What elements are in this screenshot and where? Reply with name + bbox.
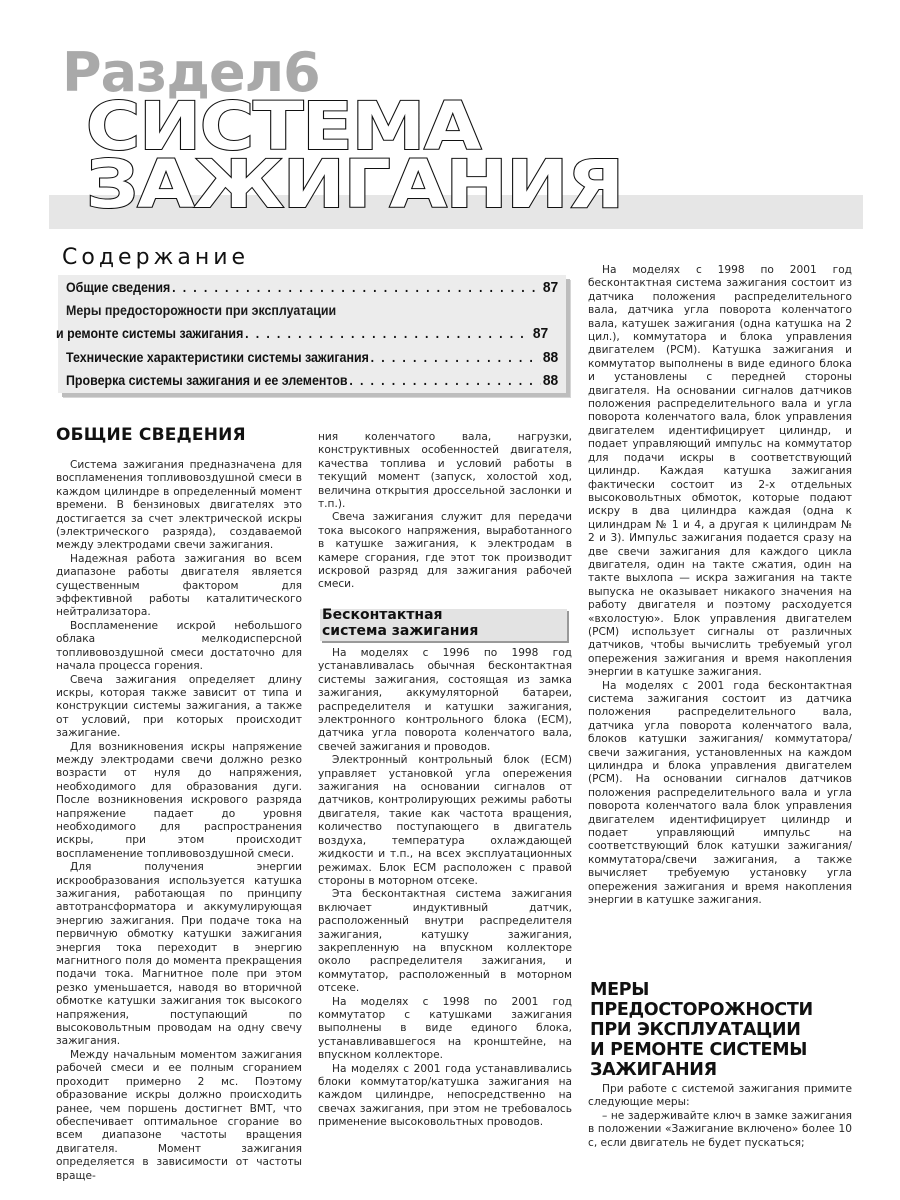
column-2-text [318,647,572,1130]
table-of-contents [58,275,566,393]
toc-leader-dots [371,350,541,365]
section-heading-safety [590,980,813,1080]
toc-heading: Содержание [62,245,250,270]
paragraph: Воспламенение искрой небольшого облака мелкодисперсной топливовоздушной смеси достаточно для начала процесса горения. [56,619,302,673]
toc-entry-title: Проверка системы зажигания и ее элементов [66,373,348,388]
toc-entry-title: и ремонте системы зажигания [56,326,244,341]
toc-entry-title: Технические характеристики системы зажигания [66,350,369,365]
subsection-heading-line-2: система зажигания [322,623,479,639]
toc-entry-page: 88 [542,349,559,366]
paragraph: При работе с системой зажигания примите следующие меры: [588,1083,852,1109]
toc-entry-title: Общие сведения [66,280,171,295]
subsection-heading-line-1: Бесконтактная [322,607,443,623]
toc-entry-page: 87 [532,325,549,342]
paragraph: Свеча зажигания определяет длину искры, которая также зависит от типа и конструкции системы зажигания, а также от условий, при которых происходит зажигание. [56,673,302,740]
chapter-title-line-2: ЗАЖИГАНИЯ [86,146,623,223]
paragraph: На моделях с 2001 года устанавливались блоки коммутатор/катушка зажигания на каждом цилиндре, непосредственно на свечах зажигания, при этом не требовалось применение высоковольтных проводов. [318,1062,572,1129]
heading-line: ПРЕДОСТОРОЖНОСТИ [590,1000,813,1020]
chapter-title [86,88,623,223]
paragraph: Между начальным моментом зажигания рабочей смеси и ее полным сгоранием проходит примерно 2 мс. Поэтому образование искры должно происходить ранее, чем поршень достигнет ВМТ, что обеспечивает оптимальное сгорание во всем диапазоне частоты вращения двигателя. Момент зажигания определяется в зависимости от частоты враще- [56,1048,302,1182]
paragraph: Эта бесконтактная система зажигания включает индуктивный датчик, расположенный внутри распределителя зажигания, катушку зажигания, закрепленную на впускном коллекторе около распределителя зажигания, и коммутатор, расположенный в моторном отсеке. [318,888,572,995]
chapter-title-line-1: СИСТЕМА [86,88,481,165]
column-2-continuation [318,431,572,592]
paragraph: Для возникновения искры напряжение между электродами свечи должно резко возрасти от нуля до напряжения, необходимого для образования дуги. После возникновения искрового разряда напряжение падает до уровня необходимого для распространения искры, при этом происходит воспламенение топливовоздушной смеси. [56,740,302,860]
paragraph: Надежная работа зажигания во всем диапазоне работы двигателя является существенным фактором для эффективной работы каталитического нейтрализатора. [56,552,302,619]
paragraph: На моделях с 1996 по 1998 год устанавливалась обычная бесконтактная системы зажигания, состоящая из замка зажигания, аккумуляторной батареи, распределителя и катушки зажигания, электронного контрольного блока (ECM), датчика угла поворота коленчатого вала, свечей зажигания и проводов. [318,647,572,753]
section-heading-general: ОБЩИЕ СВЕДЕНИЯ [56,425,246,445]
heading-line: ПРИ ЭКСПЛУАТАЦИИ [590,1020,801,1040]
column-3-text [588,264,852,908]
paragraph: ния коленчатого вала, нагрузки, конструктивных особенностей двигателя, качества топлива и условий работы в текущий момент (запуск, холостой ход, величина открытия дроссельной заслонки и т.п.). [318,431,572,511]
paragraph: На моделях с 1998 по 2001 год коммутатор с катушками зажигания выполнены в виде единого блока, устанавливавшегося на кронштейне, на впускном коллекторе. [318,995,572,1062]
toc-leader-dots [245,326,531,341]
paragraph: Свеча зажигания служит для передачи тока высокого напряжения, выработанного в катушке зажигания, к электродам в камере сгорания, где этот ток производит искровой разряд для зажигания рабочей смеси. [318,511,572,591]
toc-entry-page: 87 [542,279,559,296]
heading-line: ЗАЖИГАНИЯ [590,1060,717,1080]
toc-leader-dots [349,373,541,388]
toc-entry[interactable] [66,279,558,296]
heading-line: И РЕМОНТЕ СИСТЕМЫ [590,1040,808,1060]
heading-line: МЕРЫ [590,980,650,1000]
subsection-heading-contactless [322,607,478,639]
paragraph: Электронный контрольный блок (ECM) управляет установкой угла опережения зажигания на основании сигналов от датчиков, контролирующих режимы работы двигателя, такие как частота вращения, количество поступающего в двигатель воздуха, температура охлаждающей жидкости и т.п., на всех эксплуатационных режимах. Блок ECM расположен с правой стороны в моторном отсеке. [318,754,572,887]
list-item: – не задерживайте ключ в замке зажигания в положении «Зажигание включено» более 10 с, если двигатель не будет пускаться; [588,1109,852,1149]
column-1-text [56,459,302,1183]
paragraph: Для получения энергии искрообразования используется катушка зажигания, работающая по принципу автотрансформатора и аккумулирующая энергию зажигания. При подаче тока на первичную обмотку катушки зажигания энергия тока переходит в энергию магнитного поля до момента прекращения подачи тока. Магнитное поле при этом резко уменьшается, наводя во вторичной обмотке катушки зажигания ток высокого напряжения, поступающий по высоковольтным проводам на одну свечу зажигания. [56,861,302,1048]
section-number-label: Раздел6 [62,41,320,104]
toc-entry[interactable] [66,349,558,366]
paragraph: На моделях с 1998 по 2001 год бесконтактная система зажигания состоит из датчика положения распределительного вала, датчика угла поворота коленчатого вала, катушек зажигания (одна катушка на 2 цил.), коммутатора и блока управления двигателем (PCM). Катушка зажигания и коммутатор выполнены в виде единого блока и установлены с передней стороны двигателя. На основании сигналов датчиков положения распределительного вала и угла поворота коленчатого вала, блок управления двигателем идентифицирует цилиндр, и подает управляющий импульс на коммутатор для подачи искры в соответствующий цилиндр. Каждая катушка зажигания фактически состоит из 2-х отдельных высоковольтных обмоток, которые подают искру в два цилиндра каждая (одна к цилиндрам № 1 и 4, а другая к цилиндрам № 2 и 3). Импульс зажигания подается сразу на две свечи зажигания для каждого цикла двигателя, один на такте сжатия, один на такте выхлопа — искра зажигания на такте выпуска не оказывает никакого значения на работу двигателя и поэтому расходуется «вхолостую». Блок управления двигателем (PCM) использует сигналы от различных датчиков, чтобы вычислить требуемый угол опережения зажигания и время накопления энергии в катушке зажигания. [588,264,852,679]
toc-leader-dots [172,280,541,295]
toc-entry-page: 88 [542,372,559,389]
toc-entry[interactable] [56,325,548,342]
paragraph: Система зажигания предназначена для воспламенения топливовоздушной смеси в каждом цилиндре в определенный момент времени. В бензиновых двигателях это достигается за счет электрической искры (электрического разряда), создаваемой между электродами свечи зажигания. [56,459,302,552]
toc-entry[interactable] [66,372,558,389]
paragraph: На моделях с 2001 года бесконтактная система зажигания состоит из датчика положения распределительного вала, датчика угла поворота коленчатого вала, блоков катушки зажигания/ коммутатора/ свечи зажигания, установленных на каждом цилиндра и блока управления двигателем (PCM). На основании сигналов датчиков положения распределительного вала и угла поворота коленчатого вала блок управления двигателем идентифицирует цилиндр и подает управляющий импульс на соответствующий блок катушки зажигания/коммутатора/свечи зажигания, а также вычисляет требуемую установку угла опережения зажигания и время накопления энергии в катушке зажигания. [588,679,852,907]
toc-entry-title-line-1[interactable]: Меры предосторожности при эксплуатации [66,303,337,318]
safety-text [588,1083,852,1150]
